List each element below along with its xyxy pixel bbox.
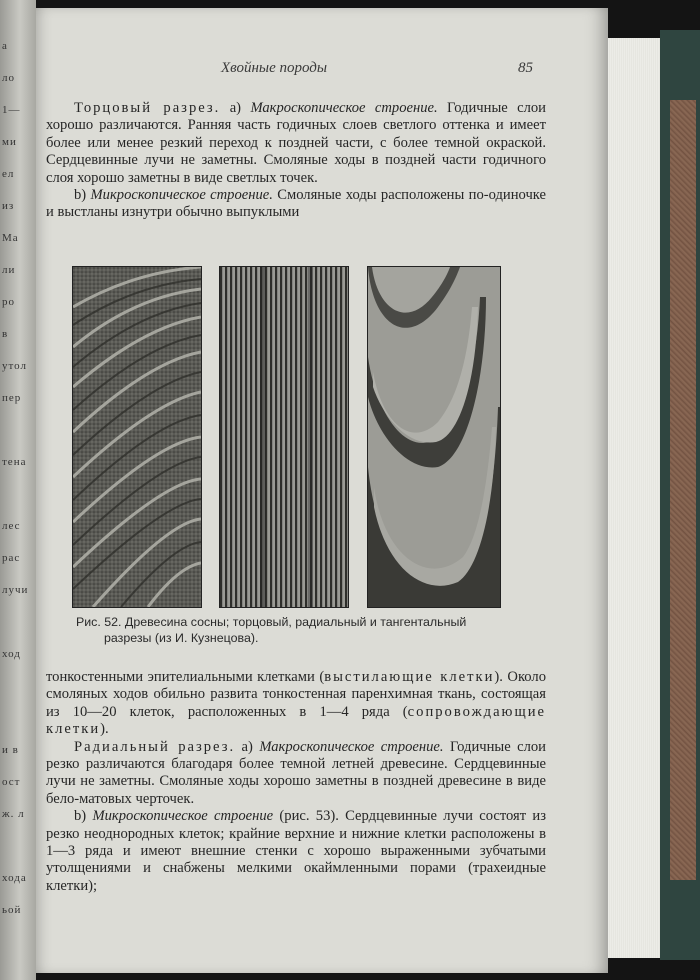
paragraph-transverse-macro (46, 100, 546, 187)
book-page (36, 8, 608, 973)
paragraph-text: Смоляные ходы расположены по-одиночке и выстланы изнутри обычно выпуклыми (46, 187, 546, 221)
left-page-fragment: Ма (2, 232, 19, 244)
left-page-fragment: 1— (2, 104, 21, 116)
left-page-fragment: и в (2, 744, 19, 756)
running-title: Хвойные породы (221, 60, 328, 76)
figure-52 (72, 266, 502, 606)
cover-cloth (670, 100, 696, 880)
subheading: Микроскопическое строение (92, 808, 274, 825)
paragraph-text: (рис. 53). Сердцевинные лучи состоят из резко неоднородных клеток; крайние верхние и нижние клетки расположены в 1—3 ряда и имеют внешние стенки с хорошо выраженными зубчатыми утолщениями и снабжены мелкими окаймленными порами (трахеидные клетки); (46, 808, 546, 894)
radial-section-image (219, 266, 349, 608)
left-page-fragment: тена (2, 456, 27, 468)
left-page-fragment: ел (2, 168, 15, 180)
left-page-fragment: ход (2, 648, 21, 660)
left-page-fragment: пер (2, 392, 22, 404)
left-page-fragment: лес (2, 520, 21, 532)
left-page-fragment: ло (2, 72, 15, 84)
subheading: Микроскопическое строение. (90, 187, 273, 204)
left-page-fragment: ьой (2, 904, 22, 916)
paragraph-transverse-micro (46, 187, 546, 222)
left-page-fragment: ж. л (2, 808, 25, 820)
left-page-fragment: в (2, 328, 9, 340)
paragraph-text: Годичные слои резко различаются благодаря более темной летней древесине. Сердцевинные лучи не заметны. Смоляные ходы хорошо заметны в поздней древесине в виде бело-матовых черточек. (46, 738, 546, 807)
term-spaced: выстилающие клетки (324, 669, 495, 685)
tangential-section-image (367, 266, 501, 608)
subheading: Макроскопическое строение. (259, 738, 444, 755)
section-heading: Радиальный разрез. (74, 738, 236, 755)
caption-line-2: разрезы (из И. Кузнецова). (104, 631, 259, 645)
paragraph-radial-micro (46, 808, 546, 895)
paragraph-radial-macro (46, 739, 546, 809)
paragraph-text: ). Около смоляных ходов обильно развита тонкостенная паренхимная ткань, состоящая из 10—20 клеток, расположенных в 1—4 ряда ( (46, 669, 546, 720)
left-page-fragment: ро (2, 296, 15, 308)
left-page-fragment: а (2, 40, 8, 52)
paragraph-text: тонкостенными эпителиальными клетками ( (46, 669, 325, 685)
term-spaced: сопровождающие клетки (46, 703, 546, 738)
paragraph-cells (46, 669, 546, 739)
text-block-bottom (46, 669, 546, 895)
list-marker: b) (74, 808, 87, 825)
list-marker: b) (74, 187, 87, 204)
page-number: 85 (518, 60, 533, 76)
left-page-fragment: рас (2, 552, 21, 564)
page-edges (608, 38, 660, 958)
section-heading: Торцовый разрез. (74, 100, 221, 116)
left-page-fragment: ми (2, 136, 17, 148)
subheading: Макроскопическое строение. (250, 100, 438, 116)
book-cover (660, 30, 700, 960)
text-block-top (46, 100, 546, 222)
left-page-fragment: лучи (2, 584, 29, 596)
left-page-fragment: ли (2, 264, 16, 276)
figure-caption (76, 614, 516, 646)
caption-line-1: Рис. 52. Древесина сосны; торцовый, радиальный и тангентальный (76, 615, 467, 629)
left-page-fragment: из (2, 200, 15, 212)
list-marker: а) (241, 738, 253, 755)
previous-page-edge (0, 0, 36, 980)
left-page-fragment: утол (2, 360, 28, 372)
list-marker: а) (229, 100, 242, 116)
left-page-fragment: хода (2, 872, 27, 884)
transverse-section-image (72, 266, 202, 608)
paragraph-text: ). (100, 721, 109, 738)
left-page-fragment: ост (2, 776, 21, 788)
paragraph-text: Годичные слои хорошо различаются. Ранняя часть годичных слоев светлого оттенка и имеет более или менее резкий переход к поздней части, с более темной окраской. Сердцевинные лучи не заметны. Смоляные ходы в поздней части годичного слоя хорошо заметны в виде светлых точек. (46, 100, 546, 186)
